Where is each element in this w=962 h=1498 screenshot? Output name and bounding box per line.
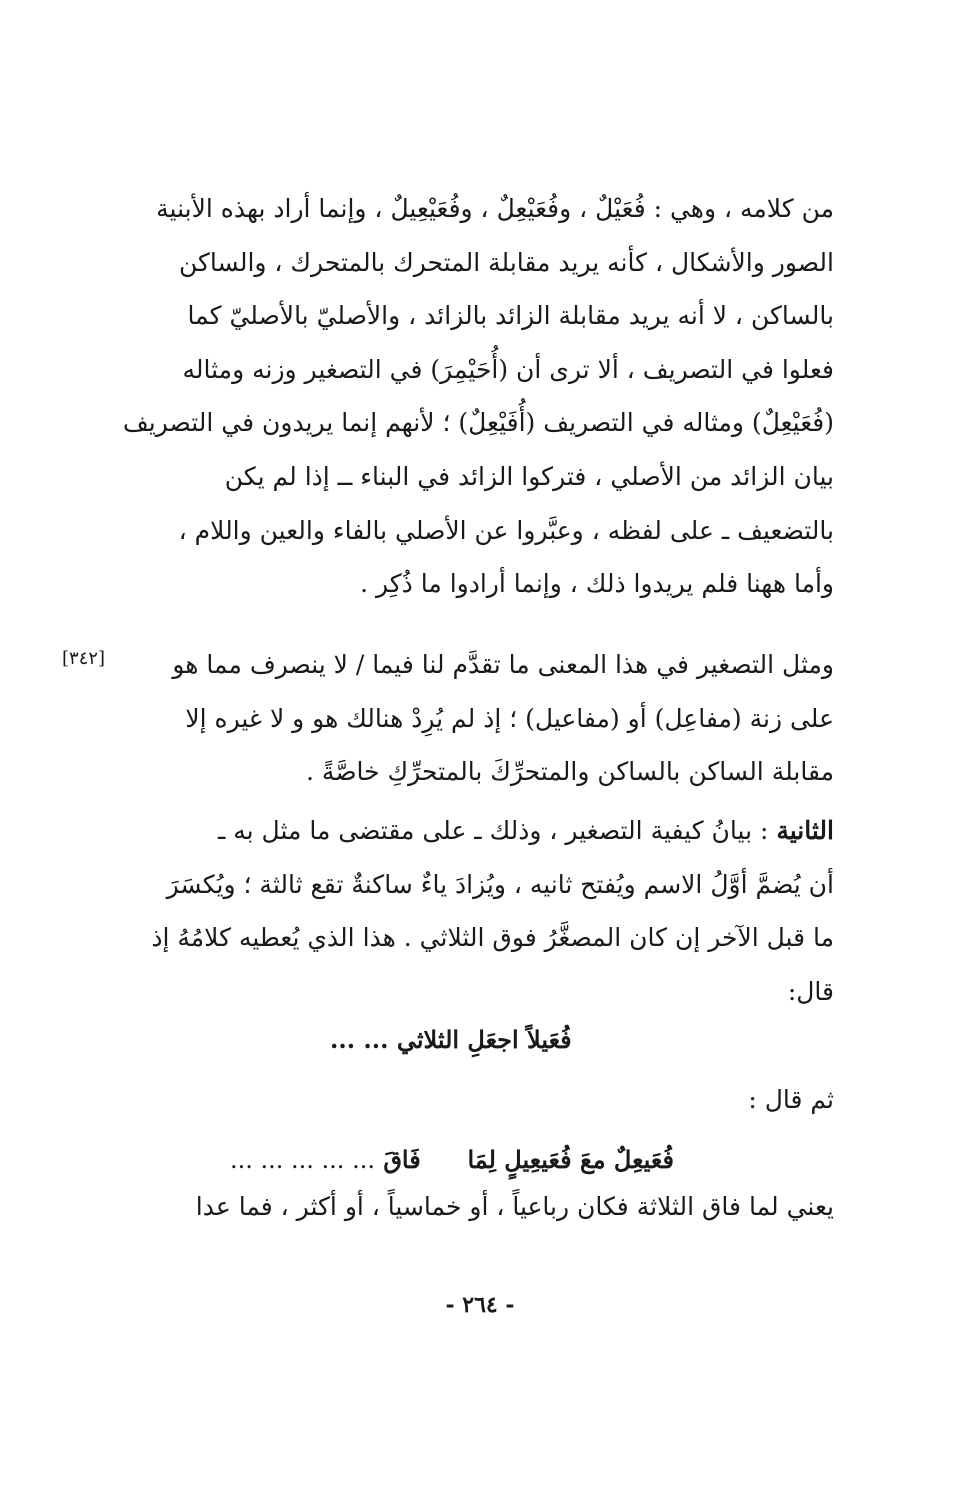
- paragraph-4: [118, 1180, 834, 1234]
- text-line: ما قبل الآخر إن كان المصغَّرُ فوق الثلاثي . هذا الذي يُعطيه كلامُهُ إذ: [151, 923, 834, 953]
- first-line-text: : بيانُ كيفية التصغير ، وذلك ـ على مقتضى ما مثل به ـ: [217, 816, 777, 845]
- paragraph-2: [118, 638, 834, 799]
- paragraph-1: [118, 182, 834, 611]
- verse-quote-2: [230, 1145, 674, 1174]
- text-line: بيان الزائد من الأصلي ، فتركوا الزائد في البناء ــ إذا لم يكن: [224, 461, 834, 491]
- text-line: بالساكن ، لا أنه يريد مقابلة الزائد بالزائد ، والأصليّ بالأصليّ كما: [187, 301, 834, 331]
- text-line: وأما ههنا فلم يريدوا ذلك ، وإنما أرادوا ما ذُكِر .: [360, 569, 834, 599]
- text-line: مقابلة الساكن بالساكن والمتحرِّكَ بالمتحرِّكِ خاصَّةً .: [306, 757, 834, 787]
- text-line: على زنة (مفاعِل) أو (مفاعيل) ؛ إذ لم يُرِدْ هنالك هو و لا غيره إلا: [185, 703, 834, 733]
- verse-ellipsis: ... ... ... ... ...: [230, 1146, 375, 1174]
- section-heading-word: الثانية: [776, 816, 834, 845]
- paragraph-3: [118, 804, 834, 1018]
- margin-page-reference: [٣٤٢]: [62, 648, 106, 669]
- text-line: بالتضعيف ـ على لفظه ، وعبَّروا عن الأصلي بالفاء والعين واللام ،: [178, 515, 834, 545]
- text-line: فعلوا في التصريف ، ألا ترى أن (أُحَيْمِرَ) في التصغير وزنه ومثاله: [182, 354, 834, 384]
- text-line: أن يُضمَّ أوَّلُ الاسم ويُفتح ثانيه ، ويُزادَ ياءٌ ساكنةٌ تقع ثالثة ؛ ويُكسَرَ: [166, 869, 834, 899]
- page-number: - ٢٦٤ -: [445, 1292, 515, 1318]
- text-line-first: [118, 804, 834, 858]
- text-line: من كلامه ، وهي : فُعَيْلٌ ، وفُعَيْعِلٌ ، وفُعَيْعِيلٌ ، وإنما أراد بهذه الأبنية: [156, 194, 834, 223]
- text-line: (فُعَيْعِلٌ) ومثاله في التصريف (أُفَيْعِلٌ) ؛ لأنهم إنما يريدون في التصريف: [122, 408, 834, 438]
- text-line: يعني لما فاق الثلاثة فكان رباعياً ، أو خماسياً ، أو أكثر ، فما عدا: [195, 1192, 834, 1221]
- verse-hemistich-2: فَاقَ: [383, 1145, 421, 1174]
- text-line: ومثل التصغير في هذا المعنى ما تقدَّم لنا فيما / لا ينصرف مما هو: [172, 650, 834, 679]
- text-line: الصور والأشكال ، كأنه يريد مقابلة المتحرك بالمتحرك ، والساكن: [178, 247, 834, 277]
- verse-hemistich-1: فُعَيعِلٌ معَ فُعَيعِيلٍ لِمَا: [467, 1145, 674, 1174]
- text-line: قال:: [787, 976, 834, 1006]
- verse-quote-1: فُعَيلاً اجعَلِ الثلاثي ... ...: [330, 1025, 572, 1054]
- then-said-label: ثم قال :: [748, 1085, 834, 1114]
